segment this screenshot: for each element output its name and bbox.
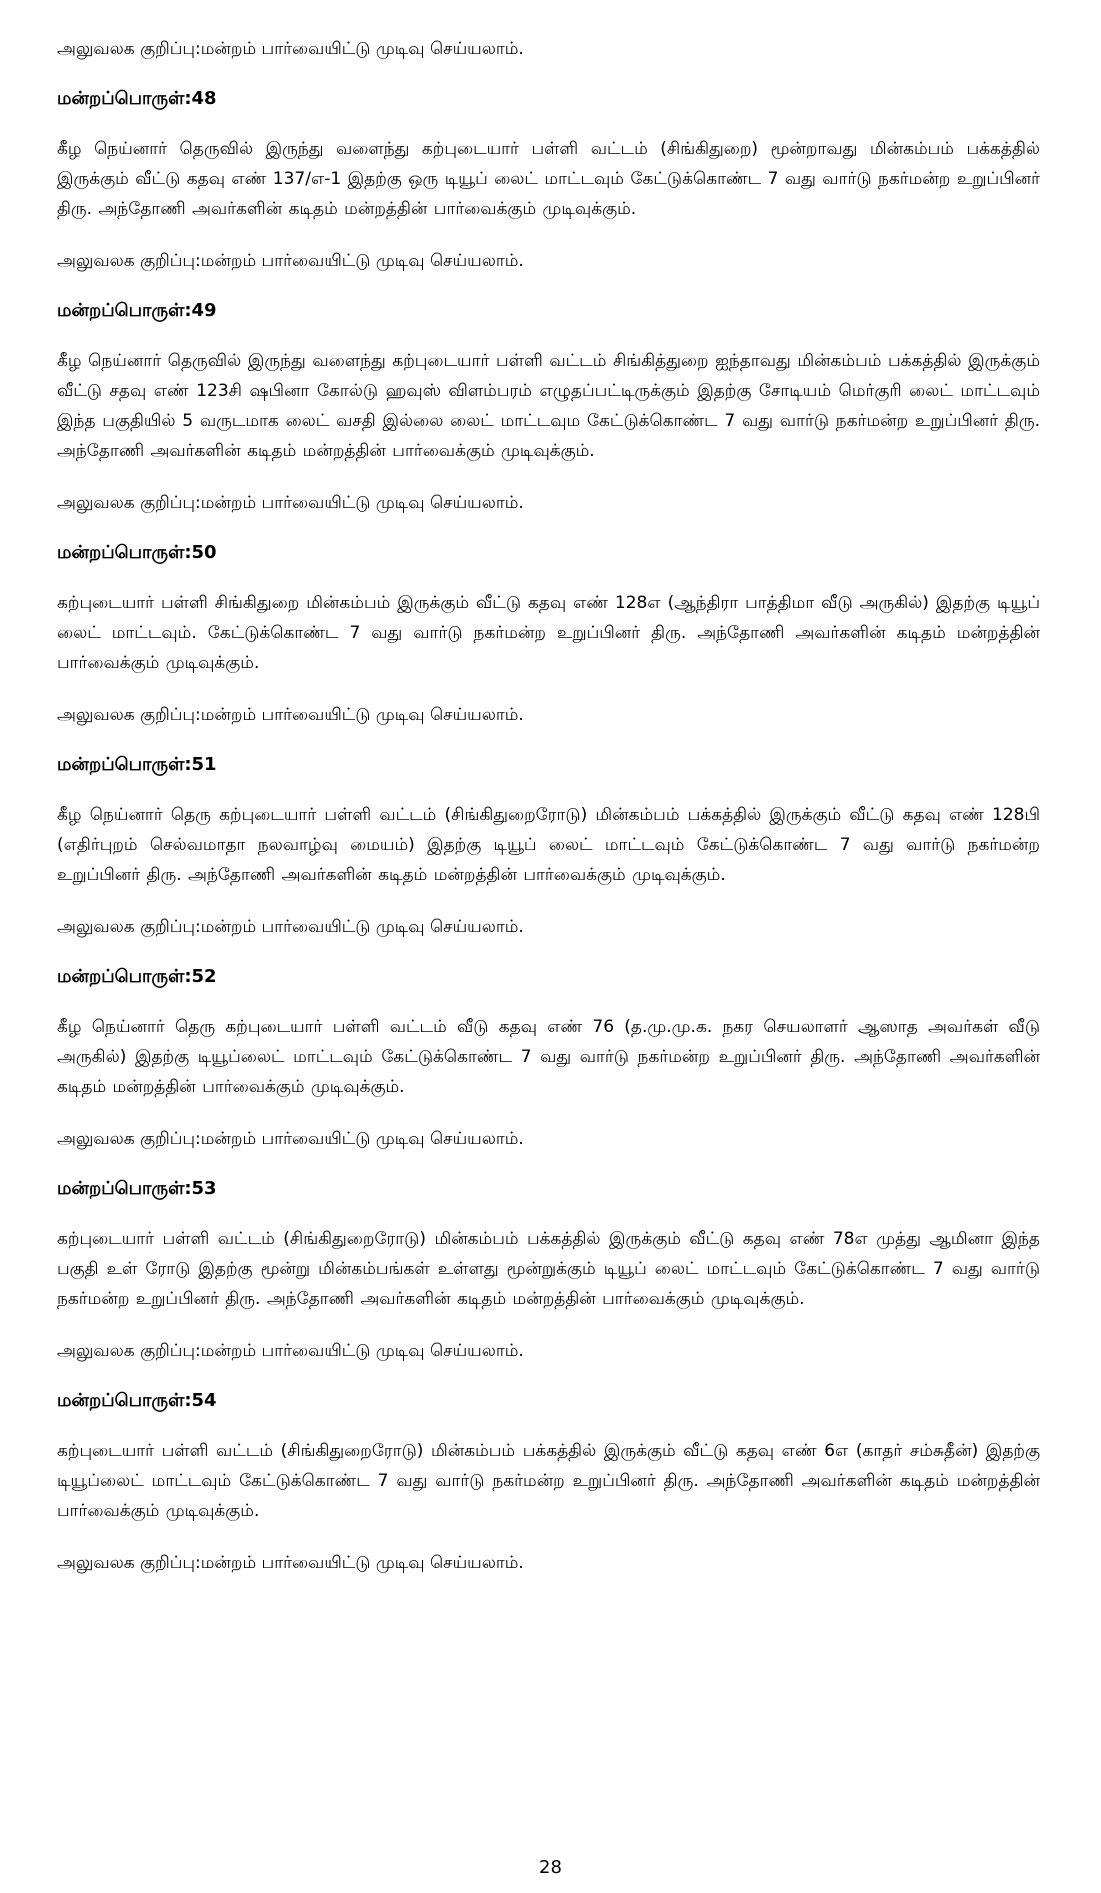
resolution-51 bbox=[57, 752, 1040, 940]
resolution-heading: மன்றப்பொருள்:49 bbox=[57, 300, 217, 321]
resolution-body: கற்புடையார் பள்ளி வட்டம் (சிங்கிதுறைரோடு) மின்கம்பம் பக்கத்தில் இருக்கும் வீட்டு கதவு எண் 78எ முத்து ஆமினா இந்த பகுதி உள் ரோடு இதற்கு மூன்று மின்கம்பங்கள் உள்ளது மூன்றுக்கும் டியூப் லைட் மாட்டவும் கேட்டுக்கொண்ட 7 வது வார்டு நகர்மன்ற உறுப்பினர் திரு. அந்தோணி அவர்களின் கடிதம் மன்றத்தின் பார்வைக்கும் முடிவுக்கும். bbox=[57, 1229, 1040, 1309]
resolution-body: கீழ நெய்னார் தெரு கற்புடையார் பள்ளி வட்டம் (சிங்கிதுறைரோடு) மின்கம்பம் பக்கத்தில் இருக்கும் வீட்டு கதவு எண் 128பி (எதிர்புறம் செல்வமாதா நலவாழ்வு மையம்) இதற்கு டியூப் லைட் மாட்டவும் கேட்டுக்கொண்ட 7 வது வார்டு நகர்மன்ற உறுப்பினர் திரு. அந்தோணி அவர்களின் கடிதம் மன்றத்தின் பார்வைக்கும் முடிவுக்கும். bbox=[57, 805, 1040, 885]
resolution-49 bbox=[57, 298, 1040, 516]
document-content bbox=[57, 36, 1040, 1600]
page-number: 28 bbox=[539, 1857, 562, 1878]
resolution-54 bbox=[57, 1388, 1040, 1576]
resolution-body: கீழ நெய்னார் தெருவில் இருந்து வளைந்து கற்புடையார் பள்ளி வட்டம் சிங்கித்துறை ஐந்தாவது மின்கம்பம் பக்கத்தில் இருக்கும் வீட்டு சதவு எண் 123சி ஷபினா கோல்டு ஹவுஸ் விளம்பரம் எழுதப்பட்டிருக்கும் இதற்கு சோடியம் மெர்குரி லைட் மாட்டவும் இந்த பகுதியில் 5 வருடமாக லைட் வசதி இல்லை லைட் மாட்டவும கேட்டுக்கொண்ட 7 வது வார்டு நகர்மன்ற உறுப்பினர் திரு. அந்தோணி அவர்களின் கடிதம் மன்றத்தின் பார்வைக்கும் முடிவுக்கும். bbox=[57, 351, 1040, 461]
office-note: அலுவலக குறிப்பு:மன்றம் பார்வையிட்டு முடிவு செய்யலாம். bbox=[57, 39, 524, 59]
resolution-48 bbox=[57, 86, 1040, 274]
resolution-body: கீழ நெய்னார் தெரு கற்புடையார் பள்ளி வட்டம் வீடு கதவு எண் 76 (த.மு.மு.க. நகர செயலாளர் ஆஸாத அவர்கள் வீடு அருகில்) இதற்கு டியூப்லைட் மாட்டவும் கேட்டுக்கொண்ட 7 வது வார்டு நகர்மன்ற உறுப்பினர் திரு. அந்தோணி அவர்களின் கடிதம் மன்றத்தின் பார்வைக்கும் முடிவுக்கும். bbox=[57, 1017, 1040, 1097]
resolution-body: கற்புடையார் பள்ளி வட்டம் (சிங்கிதுறைரோடு) மின்கம்பம் பக்கத்தில் இருக்கும் வீட்டு கதவு எண் 6எ (காதர் சம்சுதீன்) இதற்கு டியூப்லைட் மாட்டவும் கேட்டுக்கொண்ட 7 வது வார்டு நகர்மன்ற உறுப்பினர் திரு. அந்தோணி அவர்களின் கடிதம் மன்றத்தின் பார்வைக்கும் முடிவுக்கும். bbox=[57, 1441, 1040, 1521]
resolution-body: கற்புடையார் பள்ளி சிங்கிதுறை மின்கம்பம் இருக்கும் வீட்டு கதவு எண் 128எ (ஆந்திரா பாத்திமா வீடு அருகில்) இதற்கு டியூப் லைட் மாட்டவும். கேட்டுக்கொண்ட 7 வது வார்டு நகர்மன்ற உறுப்பினர் திரு. அந்தோணி அவர்களின் கடிதம் மன்றத்தின் பார்வைக்கும் முடிவுக்கும். bbox=[57, 593, 1040, 673]
resolution-52 bbox=[57, 964, 1040, 1152]
resolution-body: கீழ நெய்னார் தெருவில் இருந்து வளைந்து கற்புடையார் பள்ளி வட்டம் (சிங்கிதுறை) மூன்றாவது மின்கம்பம் பக்கத்தில் இருக்கும் வீட்டு கதவு எண் 137/எ-1 இதற்கு ஒரு டியூப் லைட் மாட்டவும் கேட்டுக்கொண்ட 7 வது வார்டு நகர்மன்ற உறுப்பினர் திரு. அந்தோணி அவர்களின் கடிதம் மன்றத்தின் பார்வைக்கும் முடிவுக்கும். bbox=[57, 139, 1040, 219]
office-note: அலுவலக குறிப்பு:மன்றம் பார்வையிட்டு முடிவு செய்யலாம். bbox=[57, 1553, 524, 1573]
office-note: அலுவலக குறிப்பு:மன்றம் பார்வையிட்டு முடிவு செய்யலாம். bbox=[57, 917, 524, 937]
office-note: அலுவலக குறிப்பு:மன்றம் பார்வையிட்டு முடிவு செய்யலாம். bbox=[57, 493, 524, 513]
resolution-heading: மன்றப்பொருள்:52 bbox=[57, 966, 217, 987]
resolution-heading: மன்றப்பொருள்:48 bbox=[57, 88, 217, 109]
office-note: அலுவலக குறிப்பு:மன்றம் பார்வையிட்டு முடிவு செய்யலாம். bbox=[57, 705, 524, 725]
resolution-53 bbox=[57, 1176, 1040, 1364]
office-note: அலுவலக குறிப்பு:மன்றம் பார்வையிட்டு முடிவு செய்யலாம். bbox=[57, 1341, 524, 1361]
resolution-heading: மன்றப்பொருள்:51 bbox=[57, 754, 217, 775]
resolution-50 bbox=[57, 540, 1040, 728]
resolution-heading: மன்றப்பொருள்:50 bbox=[57, 542, 217, 563]
resolution-heading: மன்றப்பொருள்:53 bbox=[57, 1178, 217, 1199]
office-note: அலுவலக குறிப்பு:மன்றம் பார்வையிட்டு முடிவு செய்யலாம். bbox=[57, 251, 524, 271]
resolution-heading: மன்றப்பொருள்:54 bbox=[57, 1390, 217, 1411]
office-note: அலுவலக குறிப்பு:மன்றம் பார்வையிட்டு முடிவு செய்யலாம். bbox=[57, 1129, 524, 1149]
